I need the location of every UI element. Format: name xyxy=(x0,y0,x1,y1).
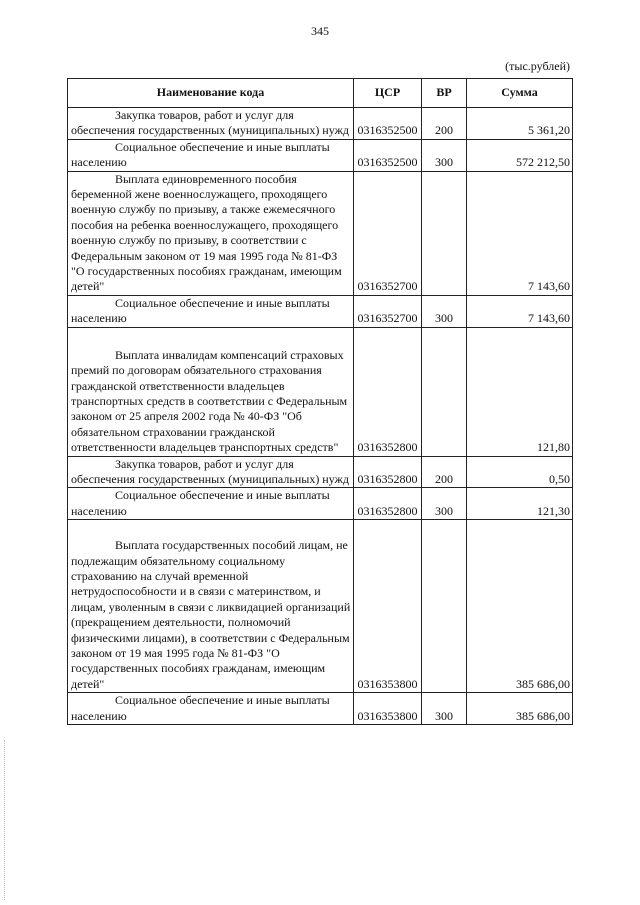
row-sum: 385 686,00 xyxy=(467,693,573,725)
row-name: Социальное обеспечение и иные выплаты населению xyxy=(68,488,354,520)
row-vr xyxy=(422,171,467,295)
row-csr: 0316352500 xyxy=(354,108,422,140)
row-name: Социальное обеспечение и иные выплаты населению xyxy=(68,693,354,725)
row-csr: 0316352500 xyxy=(354,139,422,171)
row-vr: 300 xyxy=(422,139,467,171)
table-row xyxy=(68,108,573,140)
row-name: Выплата государственных пособий лицам, не подлежащим обязательному социальному страхованию на случай временной нетрудоспособности и в связи с материнством, и лицам, уволенным в связи с ликвидацией организаций (прекращением деятельности, полномочий физическими лицами), в соответствии с Федеральным законом от 19 мая 1995 года № 81-ФЗ "О государственных пособиях гражданам, имеющим детей" xyxy=(68,520,354,693)
row-vr: 200 xyxy=(422,456,467,488)
budget-table xyxy=(67,78,573,725)
row-csr: 0316352700 xyxy=(354,171,422,295)
units-label: (тыс.рублей) xyxy=(505,59,570,73)
table-row xyxy=(68,295,573,327)
row-vr: 300 xyxy=(422,488,467,520)
table-row xyxy=(68,456,573,488)
page-number: 345 xyxy=(311,24,329,38)
table-row xyxy=(68,693,573,725)
header-sum: Сумма xyxy=(467,79,573,108)
row-sum: 5 361,20 xyxy=(467,108,573,140)
scan-margin-marks xyxy=(4,740,8,900)
table-row xyxy=(68,139,573,171)
row-vr: 300 xyxy=(422,295,467,327)
row-sum: 7 143,60 xyxy=(467,171,573,295)
row-name: Социальное обеспечение и иные выплаты населению xyxy=(68,295,354,327)
table-header-row xyxy=(68,79,573,108)
table-row xyxy=(68,327,573,456)
row-name: Социальное обеспечение и иные выплаты населению xyxy=(68,139,354,171)
table-row xyxy=(68,488,573,520)
row-csr: 0316352800 xyxy=(354,488,422,520)
row-sum: 0,50 xyxy=(467,456,573,488)
table-row xyxy=(68,171,573,295)
row-csr: 0316353800 xyxy=(354,693,422,725)
row-name: Закупка товаров, работ и услуг для обеспечения государственных (муниципальных) нужд xyxy=(68,108,354,140)
row-csr: 0316352800 xyxy=(354,327,422,456)
row-name: Выплата единовременного пособия беременной жене военнослужащего, проходящего военную службу по призыву, а также ежемесячного пособия на ребенка военнослужащего, проходящего военную службу по призыву, в соответствии с Федеральным законом от 19 мая 1995 года № 81-ФЗ "О государственных пособиях гражданам, имеющим детей" xyxy=(68,171,354,295)
row-vr xyxy=(422,327,467,456)
row-sum: 121,30 xyxy=(467,488,573,520)
header-csr: ЦСР xyxy=(354,79,422,108)
row-name: Закупка товаров, работ и услуг для обеспечения государственных (муниципальных) нужд xyxy=(68,456,354,488)
row-sum: 572 212,50 xyxy=(467,139,573,171)
row-name: Выплата инвалидам компенсаций страховых премий по договорам обязательного страхования гражданской ответственности владельцев транспортных средств в соответствии с Федеральным законом от 25 апреля 2002 года № 40-ФЗ "Об обязательном страховании гражданской ответственности владельцев транспортных средств" xyxy=(68,327,354,456)
row-vr: 300 xyxy=(422,693,467,725)
row-csr: 0316352800 xyxy=(354,456,422,488)
header-name: Наименование кода xyxy=(68,79,354,108)
row-vr xyxy=(422,520,467,693)
row-sum: 385 686,00 xyxy=(467,520,573,693)
row-csr: 0316353800 xyxy=(354,520,422,693)
row-sum: 7 143,60 xyxy=(467,295,573,327)
header-vr: ВР xyxy=(422,79,467,108)
table-row xyxy=(68,520,573,693)
row-sum: 121,80 xyxy=(467,327,573,456)
row-csr: 0316352700 xyxy=(354,295,422,327)
row-vr: 200 xyxy=(422,108,467,140)
